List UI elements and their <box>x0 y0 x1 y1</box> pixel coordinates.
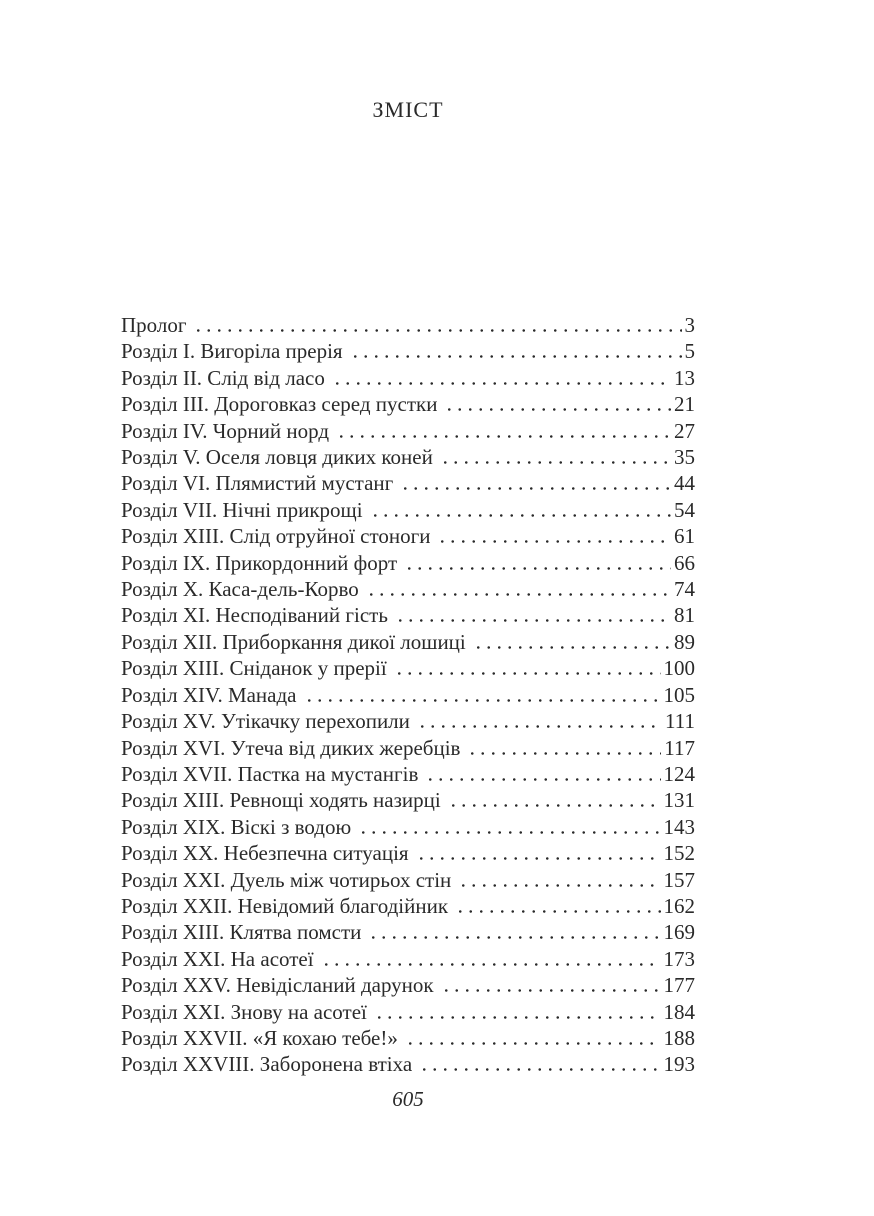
toc-entry <box>121 946 695 972</box>
toc-entry-title: Розділ XI. Несподіваний гість <box>121 603 388 628</box>
toc-entry-page: 143 <box>663 814 695 839</box>
dot-leader <box>304 699 661 702</box>
dot-leader <box>416 857 661 860</box>
toc-entry <box>121 497 695 523</box>
toc-entry-title: Розділ XIV. Манада <box>121 682 297 707</box>
toc-entry <box>121 1025 695 1051</box>
toc-entry-title: Розділ IV. Чорний норд <box>121 418 330 443</box>
dot-leader <box>332 382 671 385</box>
toc-entry-title: Розділ XXVII. «Я кохаю тебе!» <box>121 1025 398 1050</box>
toc-entry <box>121 576 695 602</box>
toc-entry <box>121 867 695 893</box>
toc-entry-title: Розділ XXII. Невідомий благодійник <box>121 893 449 918</box>
toc-entry-title: Розділ XII. Приборкання дикої лошиці <box>121 629 466 654</box>
toc-entry-page: 61 <box>674 524 695 549</box>
toc-entry <box>121 735 695 761</box>
toc-entry <box>121 365 695 391</box>
toc-entry-page: 162 <box>663 893 695 918</box>
toc-entry-title: Розділ VII. Нічні прикрощі <box>121 497 363 522</box>
toc-entry-page: 74 <box>674 577 695 602</box>
toc-list <box>121 312 695 1078</box>
toc-entry <box>121 312 695 338</box>
toc-entry-page: 157 <box>663 867 695 892</box>
toc-entry-page: 81 <box>674 603 695 628</box>
toc-entry-page: 44 <box>674 471 695 496</box>
toc-entry-title: Розділ I. Вигоріла прерія <box>121 339 343 364</box>
toc-entry-page: 100 <box>663 656 695 681</box>
toc-entry <box>121 1051 695 1077</box>
toc-entry <box>121 550 695 576</box>
page-title: ЗМІСТ <box>372 97 444 122</box>
dot-leader <box>394 672 661 675</box>
toc-entry-page: 169 <box>663 920 695 945</box>
dot-leader <box>444 408 671 411</box>
dot-leader <box>467 752 661 755</box>
toc-entry-page: 117 <box>664 735 695 760</box>
toc-entry-page: 27 <box>674 418 695 443</box>
toc-entry <box>121 814 695 840</box>
toc-entry <box>121 972 695 998</box>
dot-leader <box>358 831 660 834</box>
toc-entry <box>121 470 695 496</box>
toc-entry-page: 184 <box>663 999 695 1024</box>
toc-entry <box>121 840 695 866</box>
toc-entry-page: 35 <box>674 445 695 470</box>
dot-leader <box>458 884 660 887</box>
dot-leader <box>368 936 660 939</box>
toc-entry <box>121 338 695 364</box>
toc-entry-page: 111 <box>665 709 695 734</box>
dot-leader <box>437 540 671 543</box>
toc-entry-page: 89 <box>674 629 695 654</box>
toc-entry-page: 124 <box>663 761 695 786</box>
dot-leader <box>400 487 671 490</box>
toc-entry-title: Розділ XXI. Знову на асотеї <box>121 999 367 1024</box>
dot-leader <box>321 963 661 966</box>
toc-entry-page: 152 <box>663 841 695 866</box>
toc-entry <box>121 629 695 655</box>
toc-entry-page: 54 <box>674 497 695 522</box>
toc-entry-title: Розділ III. Дороговказ серед пустки <box>121 392 438 417</box>
toc-entry <box>121 682 695 708</box>
toc-entry-title: Розділ XVI. Утеча від диких жеребців <box>121 735 461 760</box>
dot-leader <box>350 355 682 358</box>
toc-entry <box>121 655 695 681</box>
dot-leader <box>417 725 662 728</box>
toc-entry <box>121 761 695 787</box>
dot-leader <box>448 804 661 807</box>
folio-page-number: 605 <box>392 1087 424 1111</box>
toc-entry-title: Розділ X. Каса-дель-Корво <box>121 577 359 602</box>
toc-entry <box>121 919 695 945</box>
toc-entry <box>121 893 695 919</box>
dot-leader <box>425 778 660 781</box>
toc-entry-title: Розділ XIX. Віскі з водою <box>121 814 352 839</box>
dot-leader <box>441 989 661 992</box>
toc-entry-title: Розділ VI. Плямистий мустанг <box>121 471 394 496</box>
toc-entry-title: Розділ XX. Небезпечна ситуація <box>121 841 409 866</box>
toc-entry <box>121 418 695 444</box>
toc-entry-page: 5 <box>684 339 695 364</box>
toc-entry-page: 193 <box>663 1052 695 1077</box>
dot-leader <box>419 1068 660 1071</box>
toc-entry <box>121 708 695 734</box>
toc-entry-page: 131 <box>663 788 695 813</box>
toc-entry <box>121 999 695 1025</box>
toc-entry-title: Розділ XXVIII. Заборонена втіха <box>121 1052 413 1077</box>
dot-leader <box>440 461 671 464</box>
toc-entry-page: 177 <box>663 973 695 998</box>
toc-entry-page: 105 <box>663 682 695 707</box>
toc-entry <box>121 391 695 417</box>
toc-entry-title: Розділ XXI. Дуель між чотирьох стін <box>121 867 452 892</box>
toc-entry-title: Розділ XIII. Ревнощі ходять назирці <box>121 788 441 813</box>
toc-entry-page: 3 <box>684 313 695 337</box>
dot-leader <box>336 435 671 438</box>
dot-leader <box>366 593 671 596</box>
dot-leader <box>193 329 681 332</box>
toc-entry <box>121 444 695 470</box>
toc-entry-page: 21 <box>674 392 695 417</box>
toc-entry-title: Розділ XIII. Слід отруйної стоноги <box>121 524 431 549</box>
toc-entry-title: Розділ XXV. Невідісланий дарунок <box>121 973 434 998</box>
toc-entry-page: 66 <box>674 550 695 575</box>
dot-leader <box>473 646 671 649</box>
toc-entry-page: 173 <box>663 946 695 971</box>
dot-leader <box>455 910 660 913</box>
dot-leader <box>370 514 671 517</box>
toc-entry-title: Розділ XIII. Сніданок у прерії <box>121 656 387 681</box>
toc-entry-title: Розділ II. Слід від ласо <box>121 365 325 390</box>
toc-entry <box>121 787 695 813</box>
dot-leader <box>404 567 671 570</box>
dot-leader <box>405 1042 661 1045</box>
toc-entry-title: Розділ XXI. На асотеї <box>121 946 314 971</box>
dot-leader <box>374 1016 661 1019</box>
dot-leader <box>395 619 671 622</box>
toc-entry-title: Розділ IX. Прикордонний форт <box>121 550 398 575</box>
toc-entry-page: 188 <box>663 1025 695 1050</box>
toc-entry-title: Розділ XIII. Клятва помсти <box>121 920 362 945</box>
toc-entry <box>121 523 695 549</box>
toc-entry-title: Пролог <box>121 313 187 337</box>
toc-entry <box>121 602 695 628</box>
toc-entry-title: Розділ XV. Утікачку перехопили <box>121 709 410 734</box>
toc-entry-title: Розділ XVII. Пастка на мустангів <box>121 761 419 786</box>
toc-entry-page: 13 <box>674 365 695 390</box>
toc-entry-title: Розділ V. Оселя ловця диких коней <box>121 445 433 470</box>
